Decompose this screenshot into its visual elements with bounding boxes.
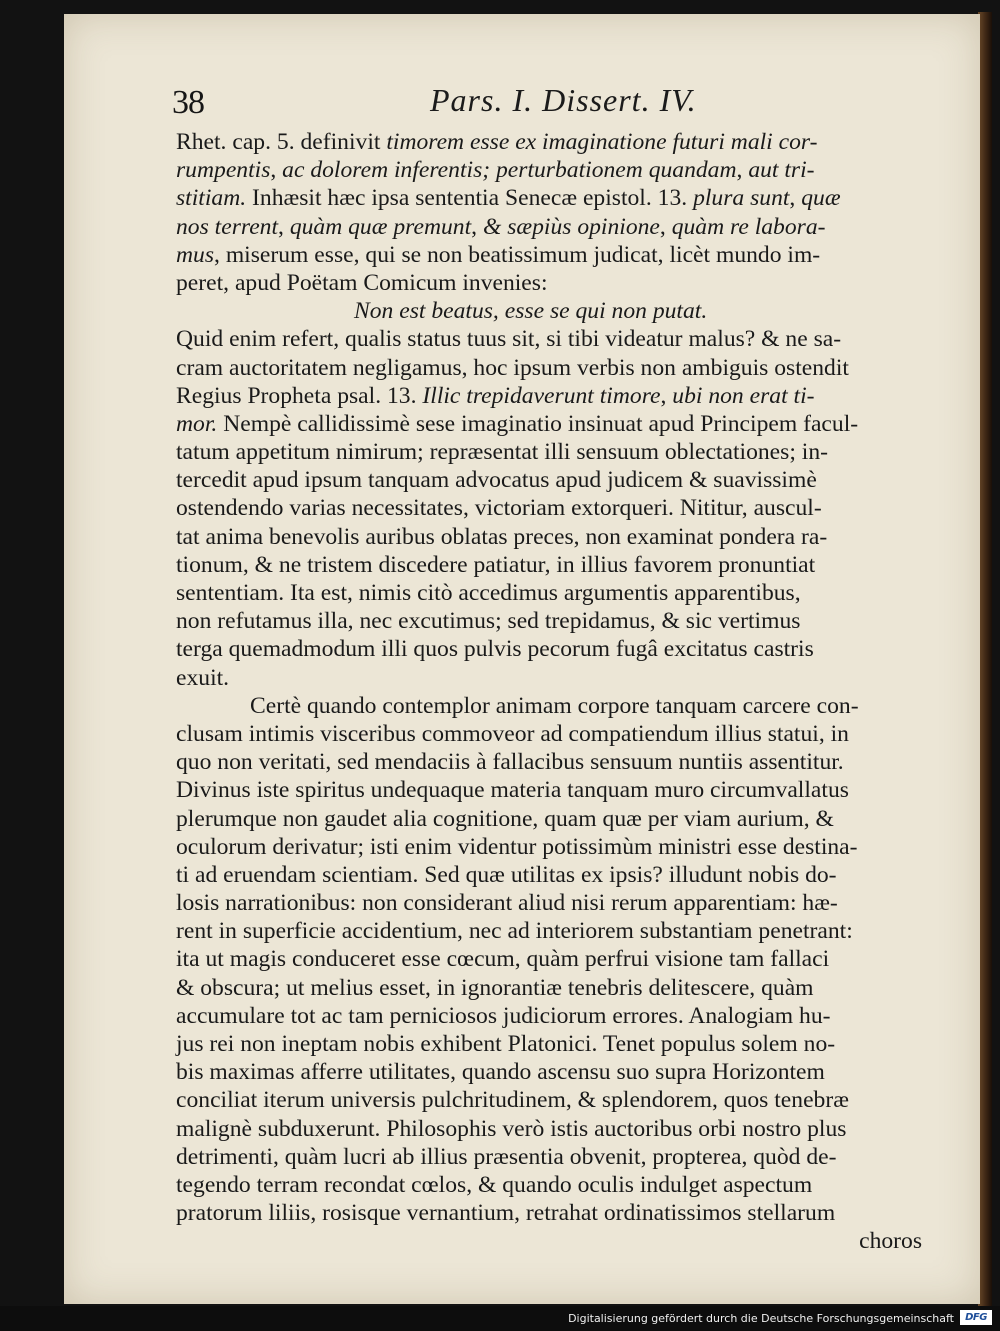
- text-line: [176, 861, 946, 889]
- text-line: [176, 805, 946, 833]
- text-line: [176, 692, 946, 720]
- text-line: [176, 128, 946, 156]
- text-line: [176, 551, 946, 579]
- body-text: [176, 128, 946, 1256]
- text-line: [176, 1115, 946, 1143]
- text-span: quo non veritati, sed mendaciis à fallacibus sensuum nuntiis assentitur.: [176, 749, 844, 776]
- text-span: rent in superficie accidentium, nec ad interiorem substantiam penetrant:: [176, 918, 853, 945]
- text-span: tegendo terram recondat cœlos, & quando oculis indulget aspectum: [176, 1171, 813, 1198]
- text-span: terga quemadmodum illi quos pulvis pecorum fugâ excitatus castris: [176, 636, 814, 663]
- text-span: ita ut magis conduceret esse cœcum, quàm perfrui visione tam fallaci: [176, 946, 830, 973]
- text-line: [176, 833, 946, 861]
- footer-credit: Digitalisierung gefördert durch die Deutsche Forschungsgemeinschaft: [568, 1312, 954, 1325]
- text-line: [176, 1199, 946, 1227]
- text-span: ,: [278, 213, 290, 240]
- text-line: [176, 1086, 946, 1114]
- text-line: [176, 1143, 946, 1171]
- text-span: Quid enim refert, qualis status tuus sit, si tibi videatur malus? & ne sa-: [176, 326, 842, 353]
- footer-bar: [0, 1306, 1000, 1331]
- italic-text: plura sunt: [693, 185, 790, 212]
- text-span: peret, apud Poëtam Comicum invenies:: [176, 269, 548, 296]
- text-line: [176, 635, 946, 663]
- text-span: plerumque non gaudet alia cognitione, quam quæ per viam aurium, &: [176, 805, 834, 832]
- text-line: [176, 776, 946, 804]
- text-span: Regius Propheta psal. 13.: [176, 382, 423, 409]
- text-span: tionum, & ne tristem discedere patiatur, in illius favorem pronuntiat: [176, 551, 816, 578]
- text-line: [176, 438, 946, 466]
- text-span: clusam intimis visceribus commoveor ad compatiendum illius statui, in: [176, 720, 849, 747]
- text-line: [176, 354, 946, 382]
- text-span: jus rei non ineptam nobis exhibent Platonici. Tenet populus solem no-: [176, 1031, 836, 1057]
- text-span: Inhæsit hæc ipsa sententia Senecæ epistol. 13.: [246, 185, 694, 212]
- text-line: [176, 410, 946, 438]
- text-line: [176, 382, 946, 410]
- text-line: [176, 664, 946, 692]
- text-line: [176, 325, 946, 353]
- text-span: ,: [660, 382, 673, 409]
- text-line: [176, 184, 946, 212]
- italic-text: quæ: [801, 185, 841, 212]
- text-span: choros: [859, 1228, 922, 1255]
- text-span: ostendendo varias necessitates, victoriam extorqueri. Nititur, auscul-: [176, 495, 822, 522]
- italic-text: ac dolorem inferentis; perturbationem quandam: [282, 157, 737, 184]
- text-line: [176, 579, 946, 607]
- running-head: Pars. I. Dissert. IV.: [430, 82, 697, 118]
- italic-text: mor.: [176, 410, 218, 437]
- text-span: Certè quando contemplor animam corpore tanquam carcere con-: [250, 692, 859, 719]
- italic-text: Illic trepidaverunt timore: [422, 382, 661, 409]
- text-span: , miserum esse, qui se non beatissimum judicat, licèt mundo im-: [214, 241, 821, 268]
- text-line: [176, 1227, 946, 1255]
- text-span: bis maximas afferre utilitates, quando ascensu suo supra Horizontem: [176, 1059, 825, 1086]
- text-span: non refutamus illa, nec excutimus; sed trepidamus, & sic vertimus: [176, 608, 801, 635]
- text-span: tercedit apud ipsum tanquam advocatus apud judicem & suavissimè: [176, 467, 817, 494]
- italic-text: nos terrent: [176, 213, 279, 240]
- text-line: [176, 720, 946, 748]
- italic-text: quàm re labora-: [671, 213, 826, 240]
- text-span: ,: [270, 157, 283, 184]
- text-span: ti ad eruendam scientiam. Sed quæ utilitas ex ipsis? illudunt nobis do-: [176, 861, 837, 888]
- text-line: [176, 889, 946, 917]
- italic-text: aut tri-: [748, 157, 815, 184]
- text-span: & obscura; ut melius esset, in ignorantiæ tenebris delitescere, quàm: [176, 974, 814, 1001]
- text-line: [176, 213, 946, 241]
- text-span: cram auctoritatem negligamus, hoc ipsum verbis non ambiguis ostendit: [176, 354, 849, 381]
- italic-text: timorem esse ex imaginatione futuri mali cor-: [386, 129, 818, 155]
- text-span: oculorum derivatur; isti enim videntur potissimùm ministri esse destina-: [176, 833, 858, 860]
- italic-text: & sæpiùs opinione: [482, 213, 660, 240]
- text-span: ,: [471, 213, 483, 240]
- text-line: [176, 241, 946, 269]
- text-span: ,: [659, 213, 672, 240]
- text-span: pratorum liliis, rosisque vernantium, retrahat ordinatissimos stellarum: [176, 1200, 836, 1227]
- text-span: exuit.: [176, 664, 230, 691]
- text-line: [176, 1058, 946, 1086]
- italic-text: stitiam.: [176, 185, 247, 212]
- text-line: [176, 156, 946, 184]
- text-line: [176, 748, 946, 776]
- page-header: [112, 72, 952, 122]
- italic-text: mus: [176, 241, 215, 268]
- text-line: [176, 917, 946, 945]
- text-line: [176, 297, 946, 325]
- italic-text: Non est beatus, esse se qui non putat.: [354, 298, 708, 325]
- text-span: ,: [789, 185, 802, 212]
- book-edge: [978, 12, 992, 1306]
- text-line: [176, 269, 946, 297]
- text-line: [176, 523, 946, 551]
- text-line: [176, 1002, 946, 1030]
- text-line: [176, 466, 946, 494]
- text-span: Divinus iste spiritus undequaque materia tanquam muro circumvallatus: [176, 777, 849, 804]
- italic-text: quàm quæ premunt: [289, 213, 472, 240]
- text-line: [176, 945, 946, 973]
- text-span: Nempè callidissimè sese imaginatio insinuat apud Principem facul-: [217, 410, 859, 437]
- italic-text: ubi non erat ti-: [672, 382, 815, 409]
- text-line: [176, 494, 946, 522]
- text-line: [176, 974, 946, 1002]
- dfg-logo: DFG: [960, 1310, 992, 1325]
- text-span: accumulare tot ac tam perniciosos judiciorum errores. Analogiam hu-: [176, 1002, 831, 1029]
- text-span: conciliat iterum universis pulchritudinem, & splendorem, quos tenebræ: [176, 1087, 849, 1114]
- text-span: tatum appetitum nimirum; repræsentat illi sensuum oblectationes; in-: [176, 439, 828, 466]
- text-span: Rhet. cap. 5. definivit: [176, 129, 387, 155]
- text-line: [176, 1171, 946, 1199]
- text-line: [176, 607, 946, 635]
- text-span: detrimenti, quàm lucri ab illius præsentia obvenit, propterea, quòd de-: [176, 1143, 837, 1170]
- text-span: ,: [736, 157, 749, 184]
- text-line: [176, 1030, 946, 1058]
- italic-text: rumpentis: [176, 157, 271, 184]
- text-span: malignè subduxerunt. Philosophis verò istis auctoribus orbi nostro plus: [176, 1115, 847, 1142]
- page-number: 38: [172, 84, 204, 121]
- text-span: sententiam. Ita est, nimis citò accedimus argumentis apparentibus,: [176, 580, 801, 606]
- text-span: tat anima benevolis auribus oblatas preces, non examinat pondera ra-: [176, 523, 828, 550]
- text-span: losis narrationibus: non considerant aliud nisi rerum apparentiam: hæ-: [176, 890, 838, 917]
